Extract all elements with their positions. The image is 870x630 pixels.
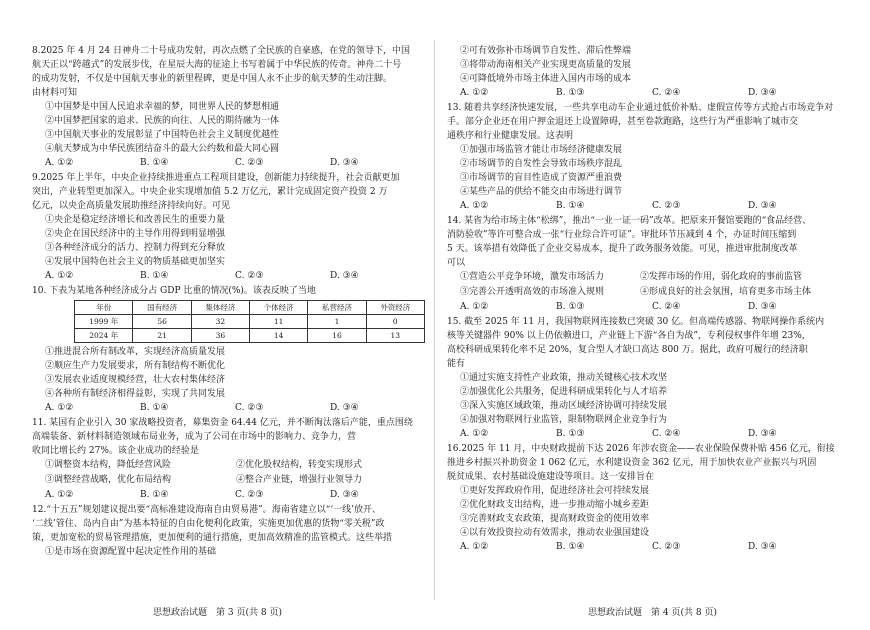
choice-a: A. ①② <box>45 403 74 413</box>
choice-b: B. ①③ <box>556 88 585 98</box>
question-8-option: ③中国航天事业的发展彰显了中国特色社会主义制度优越性 <box>45 130 280 140</box>
question-11-stem-line: 11. 某国有企业引入 30 家战略投资者，募集资金 64.44 亿元，并不断淘汰落后产能，重点围绕 <box>32 418 413 428</box>
question-12-option: ①是市场在资源配置中起决定性作用的基础 <box>45 547 217 557</box>
table-header-cell: 私营经济 <box>308 301 366 315</box>
question-15-option: ①通过实施支持性产业政策，推动关键核心技术攻坚 <box>460 373 668 383</box>
choice-b: B. ①④ <box>140 158 169 168</box>
choice-b: B. ①④ <box>140 403 169 413</box>
page-footer-left: 思想政治试题 第 3 页(共 8 页) <box>153 608 282 618</box>
question-16-option: ③完善财政支农政策，提高财政资金的使用效率 <box>460 514 650 524</box>
question-14-option: ②发挥市场的作用，弱化政府的事前监管 <box>640 272 803 282</box>
question-10-option: ②顺应生产力发展要求，所有制结构不断优化 <box>45 361 226 371</box>
right-page <box>435 0 870 630</box>
choice-b: B. ①③ <box>556 302 585 312</box>
choice-a: A. ①② <box>460 88 489 98</box>
choice-b: B. ①④ <box>556 542 585 552</box>
question-11-option-row <box>32 473 425 487</box>
question-9-option: ④发展中国特色社会主义的物质基础更加坚实 <box>45 257 226 267</box>
question-15-stem-line: 核等关键器件 90% 以上仍依赖进口，产业链上下游“各自为战”，专利侵权事件年增 23%， <box>447 331 811 341</box>
question-8-option: ①中国梦是中国人民追求幸福的梦，同世界人民的梦想相通 <box>45 102 280 112</box>
choice-a: A. ①② <box>45 271 74 281</box>
question-14-stem-line: 可以 <box>447 258 466 268</box>
choice-b: B. ①④ <box>140 271 169 281</box>
choice-d: D. ③④ <box>748 88 777 98</box>
question-8-option: ②中国梦把国家的追求、民族的向往、人民的期待融为一体 <box>45 116 280 126</box>
question-11-option: ③调整经营战略，优化布局结构 <box>45 475 172 485</box>
choice-c: C. ②③ <box>235 158 264 168</box>
table-cell: 14 <box>250 329 308 343</box>
choice-c: C. ②③ <box>235 403 264 413</box>
question-12-choices <box>447 86 858 100</box>
choice-c: C. ②④ <box>652 88 681 98</box>
question-12-option: ②可有效弥补市场调节自发性、滞后性弊端 <box>460 46 632 56</box>
choice-d: D. ③④ <box>748 302 777 312</box>
choice-c: C. ②③ <box>652 201 681 211</box>
question-16-choices <box>447 540 858 554</box>
question-9-stem-line: 亿元，以央企高质量发展助推经济持续向好。可见 <box>32 201 231 211</box>
question-9-option: ②央企在国民经济中的主导作用得到明显增强 <box>45 229 226 239</box>
table-cell: 13 <box>366 329 424 343</box>
choice-a: A. ①② <box>45 490 74 500</box>
question-16-option: ④以有效投资拉动有效需求，推动农业强国建设 <box>460 528 650 538</box>
question-13-stem-line: 通秩序和行业健康发展。这表明 <box>447 131 574 141</box>
choice-a: A. ①② <box>460 302 489 312</box>
question-15-option: ④加强对物联网行业监管，限制物联网企业竞争行为 <box>460 415 668 425</box>
choice-c: C. ②③ <box>235 271 264 281</box>
question-12 <box>32 503 425 559</box>
question-14-stem-line: 5 天。该举措有效降低了企业交易成本，提升了政务服务效能。可见，推进审批制度改革 <box>447 244 798 254</box>
question-8-stem-line: 航天正以“跨越式”的发展步伐，在星辰大海的征途上书写着属于中华民族的传奇。神舟二十号 <box>32 60 402 70</box>
table-cell: 1999 年 <box>75 315 133 329</box>
question-13-stem-line: 13. 随着共享经济快速发展，一些共享电动车企业通过低价补贴、虚假宣传等方式抢占市场竞争对 <box>447 103 834 113</box>
table-cell: 0 <box>366 315 424 329</box>
choice-b: B. ①④ <box>556 201 585 211</box>
question-9 <box>32 171 425 283</box>
choice-a: A. ①② <box>460 201 489 211</box>
question-12-continued <box>447 44 858 100</box>
table-cell: 1 <box>308 315 366 329</box>
question-12-stem-line: 12.“十五五”规划建议提出要“高标准建设海南自由贸易港”。海南省建立以“‘一线’放开、 <box>32 505 382 515</box>
question-13-stem-line: 手。部分企业还在用户押金退还上设置障碍，甚至卷款跑路，这些行为严重影响了城市交 <box>447 117 799 127</box>
question-11-option-row <box>32 458 425 472</box>
question-16-stem-line: 16.2025 年 11 月，中央财政提前下达 2026 年涉农资金——农业保险保费补贴 456 亿元，衔接 <box>447 444 835 454</box>
question-13-option: ④某些产品的供给不能交由市场进行调节 <box>460 187 623 197</box>
question-14 <box>447 214 858 314</box>
question-14-option-row <box>447 285 858 299</box>
table-cell: 11 <box>250 315 308 329</box>
table-cell: 21 <box>133 329 191 343</box>
table-row <box>75 315 425 329</box>
question-11-stem-line: 收同比增长约 27%。该企业成功的经验是 <box>32 446 199 456</box>
choice-b: B. ①③ <box>556 429 585 439</box>
question-12-option: ③将带动海南相关产业实现更高质量的发展 <box>460 60 632 70</box>
gdp-share-table <box>74 300 425 343</box>
question-10-stem: 10. 下表为某地各种经济成分占 GDP 比重的情况(%)。该表反映了当地 <box>32 286 316 296</box>
question-11-option: ④整合产业链，增强行业领导力 <box>236 475 363 485</box>
question-13-option: ①加强市场监管才能让市场经济健康发展 <box>460 145 623 155</box>
table-cell: 2024 年 <box>75 329 133 343</box>
choice-c: C. ②③ <box>652 542 681 552</box>
question-15 <box>447 315 858 441</box>
choice-a: A. ①② <box>45 158 74 168</box>
choice-d: D. ③④ <box>330 403 359 413</box>
question-9-choices <box>32 269 425 283</box>
question-15-choices <box>447 427 858 441</box>
question-8 <box>32 44 425 170</box>
question-8-stem-line: 由材料可知 <box>32 88 78 98</box>
question-13-option: ②市场调节的自发性会导致市场秩序混乱 <box>460 159 623 169</box>
question-13-choices <box>447 199 858 213</box>
question-9-stem-line: 突出，产业转型更加深入。中央企业实现增加值 5.2 万亿元，累计完成固定资产投资 2 万 <box>32 187 388 197</box>
table-row <box>75 329 425 343</box>
question-9-option: ①央企是稳定经济增长和改善民生的重要力量 <box>45 215 226 225</box>
question-11 <box>32 416 425 502</box>
table-header-cell: 年份 <box>75 301 133 315</box>
choice-b: B. ①④ <box>140 490 169 500</box>
question-16 <box>447 442 858 554</box>
question-10-choices <box>32 401 425 415</box>
question-15-option: ②加强优化公共服务，促进科研成果转化与人才培养 <box>460 387 668 397</box>
question-9-stem-line: 9.2025 年上半年，中央企业持续推进重点工程项目建设，创新能力持续提升，社会贡献更加 <box>32 173 400 183</box>
choice-c: C. ②③ <box>235 490 264 500</box>
choice-a: A. ①② <box>460 542 489 552</box>
question-12-option: ④可降低境外市场主体进入国内市场的成本 <box>460 74 632 84</box>
question-11-stem-line: 高端装备、新材料制造领域布局业务，成为了公司在市场中的影响力、竞争力，营 <box>32 432 357 442</box>
table-cell: 32 <box>191 315 249 329</box>
question-16-stem-line: 推进乡村振兴补助资金 1 062 亿元，水利建设资金 362 亿元，用于加快农业产业振兴与巩固 <box>447 458 817 468</box>
question-16-stem-line: 脱贫成果、农村基础设施建设等项目。这一安排旨在 <box>447 472 655 482</box>
question-14-option-row <box>447 270 858 284</box>
question-15-stem-line: 高校科研成果转化率不足 20%，复合型人才缺口高达 800 万。据此，政府可履行的经济职 <box>447 345 808 355</box>
question-14-option: ④形成良好的社会氛围，培育更多市场主体 <box>640 287 812 297</box>
question-8-option: ④航天梦成为中华民族团结奋斗的最大公约数和最大同心圆 <box>45 144 280 154</box>
question-16-option: ①更好发挥政府作用，促进经济社会可持续发展 <box>460 486 650 496</box>
table-cell: 56 <box>133 315 191 329</box>
choice-d: D. ③④ <box>330 158 359 168</box>
question-14-stem-line: 14. 某省为给市场主体“松绑”，推出“一业一证一码”改革。把原来开餐馆要跑的“食品经营、 <box>447 216 812 226</box>
question-14-option: ①营造公平竞争环境，激发市场活力 <box>460 272 605 282</box>
table-header-cell: 个体经济 <box>250 301 308 315</box>
question-10-option: ③发展农业适度规模经营，壮大农村集体经济 <box>45 375 226 385</box>
question-8-stem-line: 8.2025 年 4 月 24 日神舟二十号成功发射，再次点燃了全民族的自豪感，在党的领导下，中国 <box>32 46 410 56</box>
choice-d: D. ③④ <box>748 542 777 552</box>
question-15-option: ③深入实施区域政策，推动区域经济协调可持续发展 <box>460 401 668 411</box>
choice-c: C. ②④ <box>652 429 681 439</box>
choice-d: D. ③④ <box>748 429 777 439</box>
choice-c: C. ②④ <box>652 302 681 312</box>
question-12-stem-line: ‘二线’管住、岛内自由”为基本特征的自由化便利化政策，实施更加优惠的货物“零关税”政 <box>32 519 385 529</box>
choice-a: A. ①② <box>460 429 489 439</box>
table-header-cell: 外资经济 <box>366 301 424 315</box>
question-16-option: ②优化财政支出结构，进一步推动缩小城乡差距 <box>460 500 650 510</box>
question-10-option: ①推进混合所有制改革，实现经济高质量发展 <box>45 347 226 357</box>
question-11-option: ②优化股权结构，转变实现形式 <box>236 460 363 470</box>
question-13 <box>447 101 858 213</box>
question-15-stem-line: 15. 截至 2025 年 11 月，我国物联网连接数已突破 30 亿。但高端传感器、物联网操作系统内 <box>447 317 825 327</box>
question-8-choices <box>32 156 425 170</box>
question-10 <box>32 284 425 415</box>
choice-d: D. ③④ <box>748 201 777 211</box>
question-11-option: ①调整资本结构，降低经营风险 <box>45 460 172 470</box>
question-13-option: ③市场调节的盲目性造成了资源严重浪费 <box>460 173 623 183</box>
table-header-row <box>75 301 425 315</box>
question-10-option: ④各种所有制经济相得益彰，实现了共同发展 <box>45 389 226 399</box>
question-15-stem-line: 能有 <box>447 359 466 369</box>
table-header-cell: 国有经济 <box>133 301 191 315</box>
choice-d: D. ③④ <box>330 490 359 500</box>
question-9-option: ③各种经济成分的活力、控制力得到充分释放 <box>45 243 226 253</box>
question-12-stem-line: 策，更加宽松的贸易管理措施，更加便利的通行措施，更加高效精准的监管模式。这些举措 <box>32 533 393 543</box>
question-8-stem-line: 的成功发射，不仅是中国航天事业的新里程碑，更是中国人永不止步的航天梦的生动注脚。 <box>32 74 393 84</box>
table-cell: 16 <box>308 329 366 343</box>
question-14-choices <box>447 300 858 314</box>
question-14-stem-line: 消防验收”等许可整合成一张“行业综合许可证”。审批环节压减到 4 个，办证时间压缩到 <box>447 230 797 240</box>
table-cell: 36 <box>191 329 249 343</box>
question-14-option: ③完善公开透明高效的市场准入规则 <box>460 287 605 297</box>
table-header-cell: 集体经济 <box>191 301 249 315</box>
choice-d: D. ③④ <box>330 271 359 281</box>
question-11-choices <box>32 488 425 502</box>
page-footer-right: 思想政治试题 第 4 页(共 8 页) <box>588 608 717 618</box>
